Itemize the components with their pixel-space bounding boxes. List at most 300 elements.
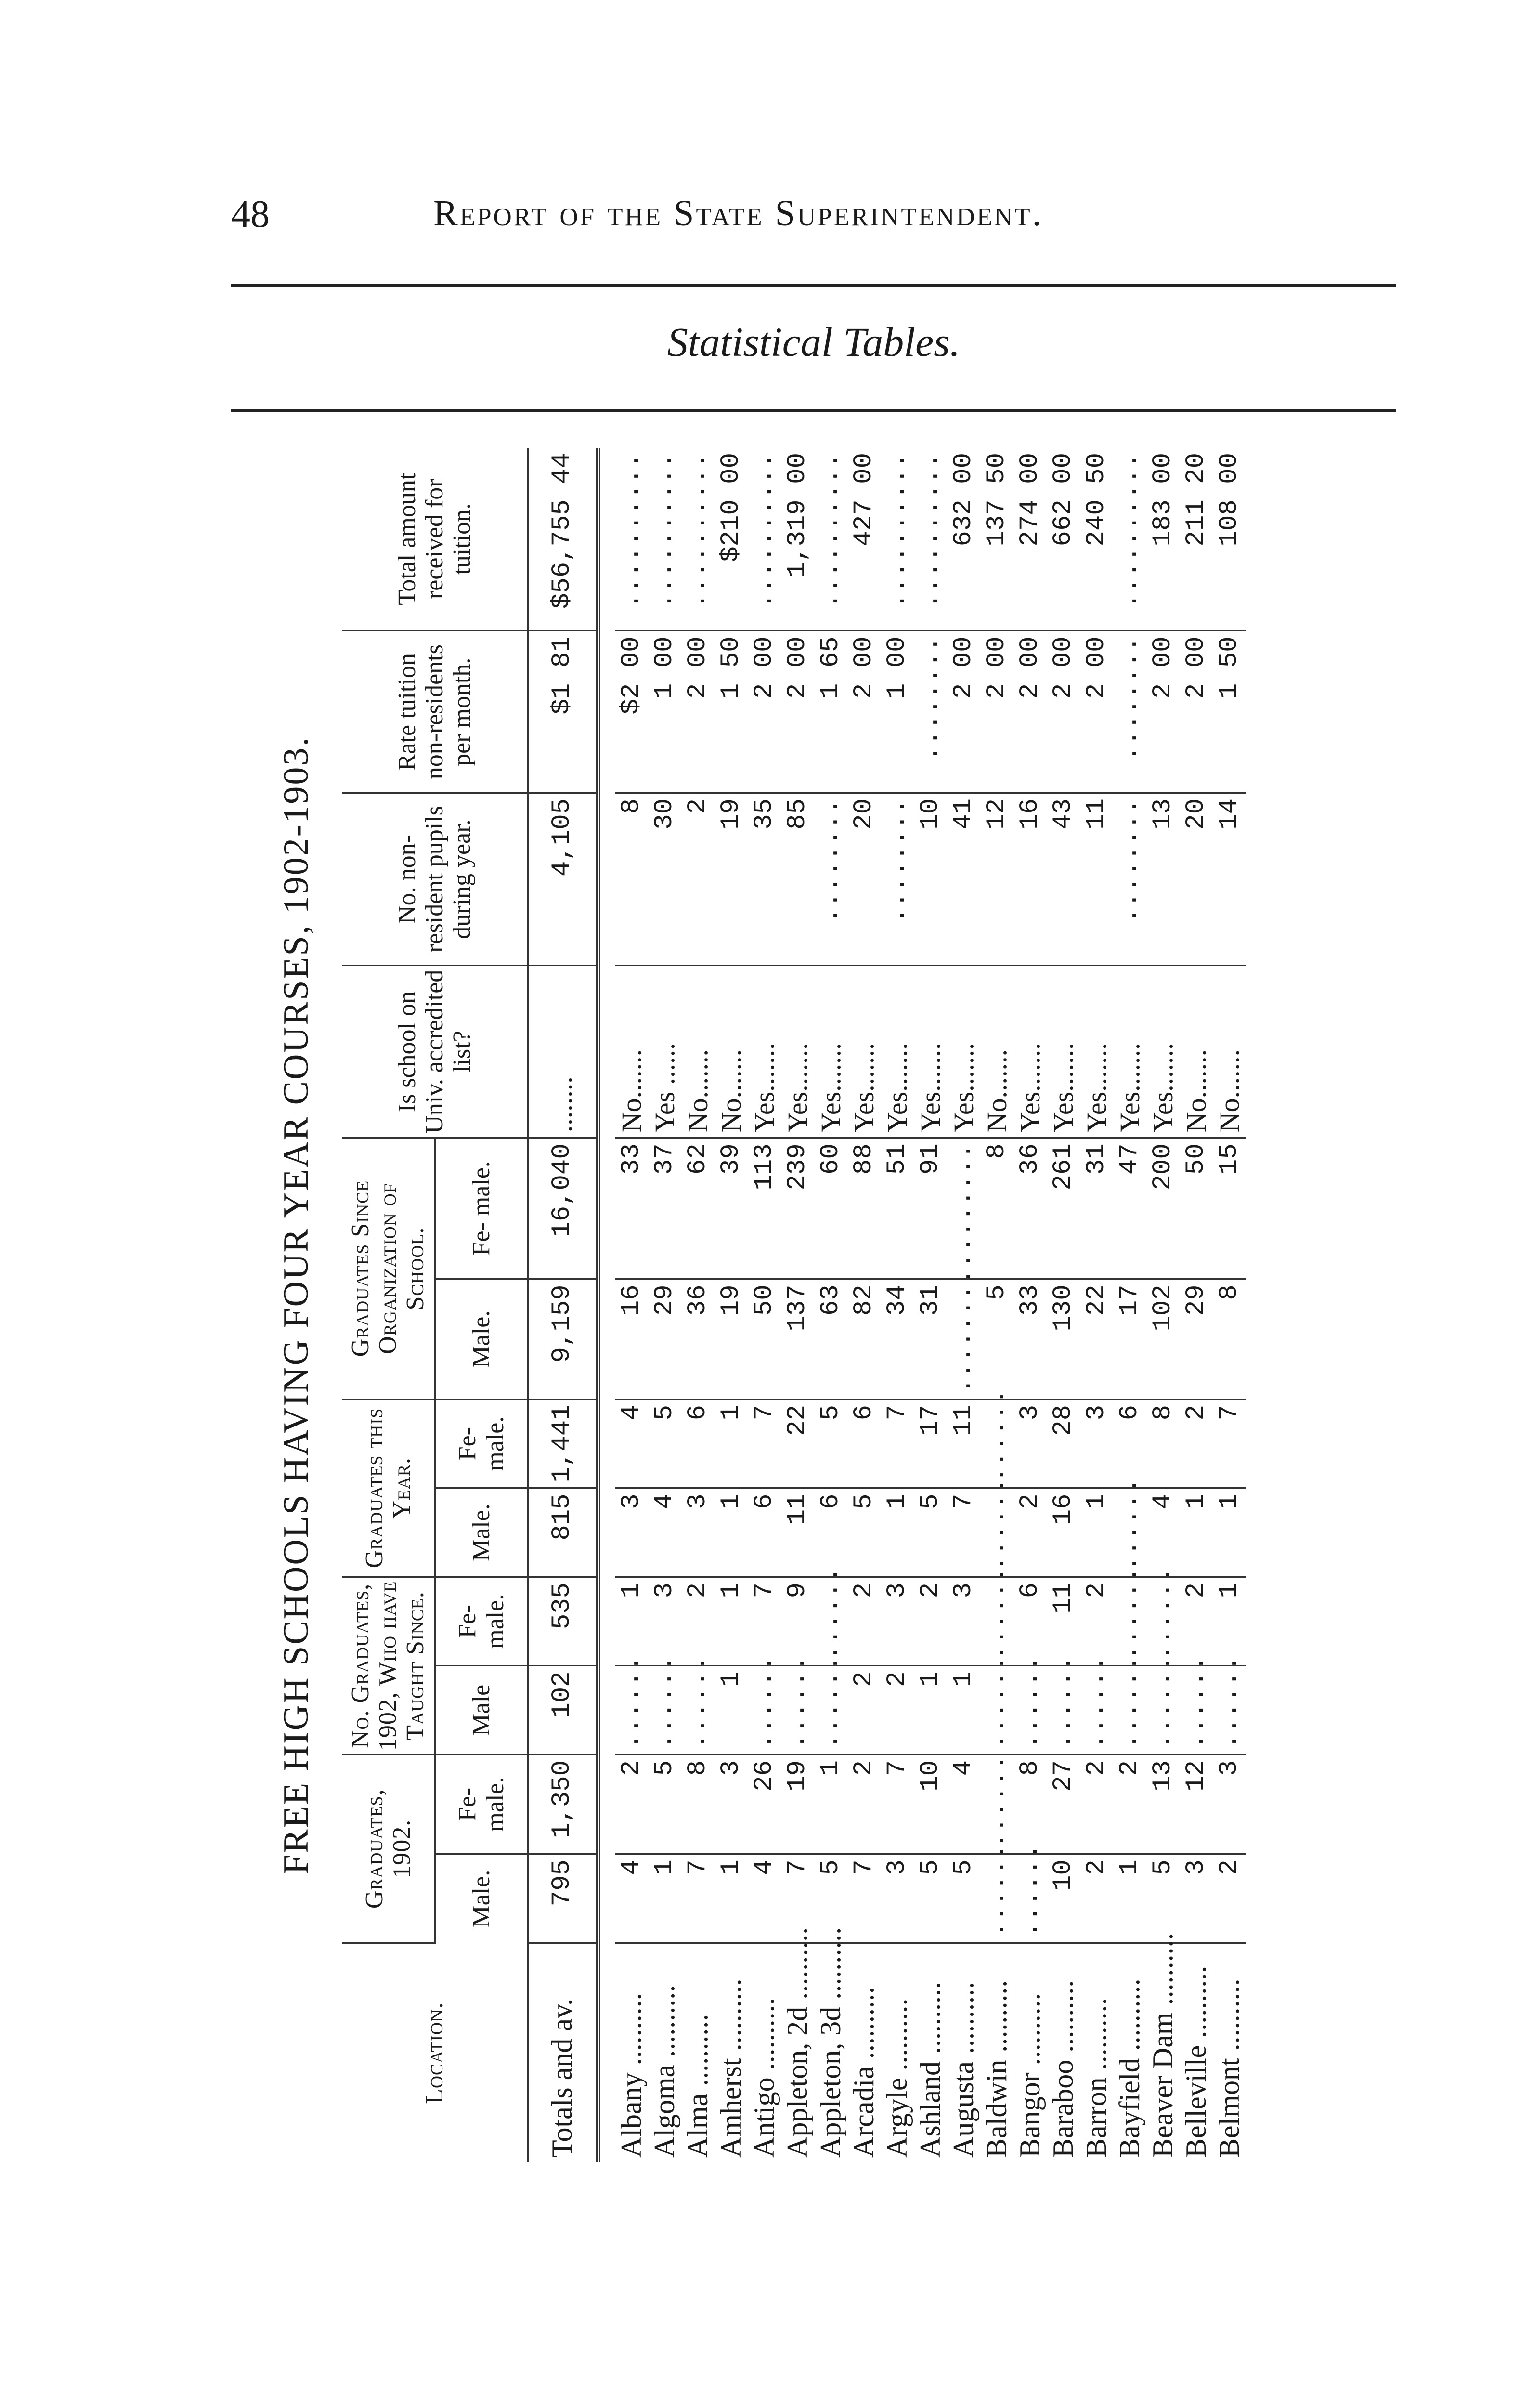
- rate-cell: 2 00: [1047, 631, 1080, 793]
- gty-male-cell: 1: [1080, 1488, 1113, 1577]
- gty-female-cell: 28: [1047, 1399, 1080, 1488]
- location-cell: Amherst ..........: [715, 1978, 747, 2158]
- gty-male-cell: 5: [914, 1488, 947, 1577]
- taught-male-cell: ......: [1113, 1666, 1146, 1755]
- rate-header: Rate tuition non-residents per month.: [342, 631, 528, 793]
- gty-male-cell: 3: [615, 1488, 648, 1577]
- g1902-female-cell: 1: [814, 1754, 847, 1854]
- g1902-male-cell: 2: [1080, 1854, 1113, 1943]
- taught-female-cell: 2: [847, 1577, 881, 1666]
- total-tuition-cell: ..........: [914, 448, 947, 631]
- table-row: [881, 448, 914, 2162]
- table-row: [715, 448, 748, 2162]
- taught-female-cell: 1: [615, 1577, 648, 1666]
- taught-male-cell: ......: [1213, 1666, 1246, 1755]
- gso-male-cell: 22: [1080, 1279, 1113, 1400]
- non-resident-cell: 30: [648, 793, 681, 965]
- gty-female-cell: 7: [1213, 1399, 1246, 1488]
- g1902-female-cell: 2: [615, 1754, 648, 1854]
- totals-label: Totals and av.: [528, 1943, 598, 2162]
- total-tuition-header: Total amount received for tuition.: [342, 448, 528, 631]
- taught-since-header: No. Graduates, 1902, Who have Taught Since.: [342, 1577, 435, 1754]
- gso-male-cell: 50: [748, 1279, 781, 1400]
- graduates-since-organization-header: Graduates Since Organization of School.: [342, 1138, 435, 1400]
- non-resident-cell: 13: [1146, 793, 1180, 965]
- g1902-female-cell: ......: [980, 1754, 1013, 1854]
- rate-cell: 1 50: [1213, 631, 1246, 793]
- taught-male-cell: ......: [681, 1666, 715, 1755]
- non-resident-cell: 20: [1180, 793, 1213, 965]
- running-head: Report of the State Superintendent.: [433, 193, 1043, 234]
- g1902-female-cell: 2: [1113, 1754, 1146, 1854]
- gso-male-cell: 102: [1146, 1279, 1180, 1400]
- gso-male-cell: 31: [914, 1279, 947, 1400]
- gty-female-cell: 3: [1080, 1399, 1113, 1488]
- g1902-female-cell: 5: [648, 1754, 681, 1854]
- gso-male-cell: ........: [947, 1279, 980, 1400]
- non-resident-cell: 41: [947, 793, 980, 965]
- gso-female-cell: 33: [615, 1138, 648, 1279]
- g1902-male-cell: 3: [1180, 1854, 1213, 1943]
- taught-male-header: Male: [435, 1666, 528, 1755]
- taught-female-cell: 2: [1180, 1577, 1213, 1666]
- totals-non-resident: 4,105: [528, 793, 598, 965]
- rate-cell: ........: [1113, 631, 1146, 793]
- accredited-cell: No.......: [615, 966, 648, 1138]
- gso-male-cell: 16: [615, 1279, 648, 1400]
- rate-cell: 2 00: [681, 631, 715, 793]
- totals-rate: $1 81: [528, 631, 598, 793]
- subheading-rule: [231, 409, 1396, 412]
- gty-female-cell: 2: [1180, 1399, 1213, 1488]
- location-cell: Argyle ..........: [881, 1998, 913, 2158]
- taught-male-cell: ......: [1180, 1666, 1213, 1755]
- gty-male-cell: 1: [1180, 1488, 1213, 1577]
- non-resident-cell: 85: [781, 793, 814, 965]
- gso-female-cell: 113: [748, 1138, 781, 1279]
- gso-female-cell: 91: [914, 1138, 947, 1279]
- header-row-groups: [342, 448, 435, 2162]
- location-header: Location.: [342, 1943, 528, 2162]
- taught-male-cell: 2: [847, 1666, 881, 1755]
- graduates-this-year-header: Graduates this Year.: [342, 1399, 435, 1577]
- rate-cell: $2 00: [615, 631, 648, 793]
- non-resident-cell: 2: [681, 793, 715, 965]
- location-cell: Beaver Dam ..........: [1146, 1933, 1179, 2158]
- table-title: FREE HIGH SCHOOLS HAVING FOUR YEAR COURSES, 1902-1903.: [276, 736, 316, 1874]
- gso-female-cell: 31: [1080, 1138, 1113, 1279]
- gso-male-cell: 29: [648, 1279, 681, 1400]
- taught-male-cell: ......: [980, 1666, 1013, 1755]
- g1902-male-cell: 7: [847, 1854, 881, 1943]
- table-row: [781, 448, 814, 2162]
- total-tuition-cell: $210 00: [715, 448, 748, 631]
- non-resident-cell: 10: [914, 793, 947, 965]
- location-cell: Alma ..........: [681, 2014, 714, 2158]
- accredited-header: Is school on Univ. accredited list?: [342, 966, 528, 1138]
- g1902-female-cell: 27: [1047, 1754, 1080, 1854]
- totals-taught-male: 102: [528, 1666, 598, 1755]
- table-row: [615, 448, 648, 2162]
- g1902-male-header: Male.: [435, 1854, 528, 1943]
- totals-gty-female: 1,441: [528, 1399, 598, 1488]
- taught-female-cell: 1: [715, 1577, 748, 1666]
- gty-female-cell: 4: [615, 1399, 648, 1488]
- taught-male-cell: ......: [781, 1666, 814, 1755]
- gso-male-cell: 29: [1180, 1279, 1213, 1400]
- g1902-male-cell: 4: [748, 1854, 781, 1943]
- totals-gty-male: 815: [528, 1488, 598, 1577]
- location-cell: Baldwin ..........: [980, 1980, 1013, 2158]
- rate-cell: 2 00: [1013, 631, 1047, 793]
- gty-male-cell: ......: [980, 1488, 1013, 1577]
- graduates-1902-header: Graduates, 1902.: [342, 1754, 435, 1943]
- gso-female-cell: 47: [1113, 1138, 1146, 1279]
- taught-female-cell: 2: [914, 1577, 947, 1666]
- taught-female-cell: 6: [1013, 1577, 1047, 1666]
- gty-male-cell: 4: [1146, 1488, 1180, 1577]
- location-cell: Augusta ..........: [947, 1982, 979, 2158]
- gty-male-cell: ......: [1113, 1488, 1146, 1577]
- total-tuition-cell: ..........: [814, 448, 847, 631]
- accredited-cell: No.......: [681, 966, 715, 1138]
- gso-male-cell: 8: [1213, 1279, 1246, 1400]
- gty-male-header: Male.: [435, 1488, 528, 1577]
- location-cell: Baraboo ..........: [1047, 1980, 1079, 2158]
- total-tuition-cell: 211 20: [1180, 448, 1213, 631]
- gso-female-cell: 50: [1180, 1138, 1213, 1279]
- location-cell: Bayfield ..........: [1113, 1978, 1145, 2158]
- g1902-female-cell: 26: [748, 1754, 781, 1854]
- table-row: [1080, 448, 1113, 2162]
- rate-cell: 1 50: [715, 631, 748, 793]
- gso-female-cell: 15: [1213, 1138, 1246, 1279]
- gty-female-cell: 7: [881, 1399, 914, 1488]
- accredited-cell: Yes.......: [1013, 966, 1047, 1138]
- spacer-cell: [598, 448, 615, 2162]
- location-cell: Antigo ..........: [748, 1998, 780, 2158]
- totals-gso-female: 16,040: [528, 1138, 598, 1279]
- gso-female-cell: 200: [1146, 1138, 1180, 1279]
- taught-female-cell: ......: [980, 1577, 1013, 1666]
- non-resident-header: No. non-resident pupils during year.: [342, 793, 528, 965]
- accredited-cell: Yes.......: [1080, 966, 1113, 1138]
- gty-male-cell: 1: [1213, 1488, 1246, 1577]
- table-row: [1113, 448, 1146, 2162]
- non-resident-cell: 19: [715, 793, 748, 965]
- gso-male-cell: 17: [1113, 1279, 1146, 1400]
- g1902-male-cell: 4: [615, 1854, 648, 1943]
- header-rule: [231, 284, 1396, 287]
- g1902-male-cell: ......: [1013, 1854, 1047, 1943]
- gso-male-cell: 130: [1047, 1279, 1080, 1400]
- taught-female-cell: 7: [748, 1577, 781, 1666]
- rate-cell: 1 65: [814, 631, 847, 793]
- gty-male-cell: 3: [681, 1488, 715, 1577]
- taught-male-cell: ......: [1146, 1666, 1180, 1755]
- taught-female-cell: 3: [648, 1577, 681, 1666]
- total-tuition-cell: 137 50: [980, 448, 1013, 631]
- taught-female-cell: 9: [781, 1577, 814, 1666]
- gso-male-cell: 36: [681, 1279, 715, 1400]
- gty-female-header: Fe- male.: [435, 1399, 528, 1488]
- table-row: [1180, 448, 1213, 2162]
- g1902-male-cell: 1: [1113, 1854, 1146, 1943]
- gso-female-cell: 261: [1047, 1138, 1080, 1279]
- taught-male-cell: ......: [1013, 1666, 1047, 1755]
- location-cell: Albany ..........: [615, 1993, 647, 2158]
- total-tuition-cell: ..........: [881, 448, 914, 631]
- rotated-table-block: [250, 448, 1396, 2162]
- g1902-male-cell: 5: [947, 1854, 980, 1943]
- taught-female-header: Fe- male.: [435, 1577, 528, 1666]
- table-row: [681, 448, 715, 2162]
- taught-male-cell: ......: [1047, 1666, 1080, 1755]
- table-row: [847, 448, 881, 2162]
- gty-male-cell: 16: [1047, 1488, 1080, 1577]
- taught-male-cell: ......: [648, 1666, 681, 1755]
- location-cell: Belmont ..........: [1213, 1978, 1245, 2158]
- gso-female-cell: 239: [781, 1138, 814, 1279]
- g1902-female-cell: 12: [1180, 1754, 1213, 1854]
- taught-female-cell: 3: [881, 1577, 914, 1666]
- taught-female-cell: ......: [814, 1577, 847, 1666]
- gty-male-cell: 7: [947, 1488, 980, 1577]
- gso-female-cell: 51: [881, 1138, 914, 1279]
- gso-female-cell: 37: [648, 1138, 681, 1279]
- gty-male-cell: 1: [881, 1488, 914, 1577]
- gty-male-cell: 11: [781, 1488, 814, 1577]
- taught-male-cell: ......: [814, 1666, 847, 1755]
- g1902-female-cell: 10: [914, 1754, 947, 1854]
- gty-male-cell: 2: [1013, 1488, 1047, 1577]
- total-tuition-cell: 183 00: [1146, 448, 1180, 631]
- total-tuition-cell: 632 00: [947, 448, 980, 631]
- taught-female-cell: 2: [1080, 1577, 1113, 1666]
- gso-male-cell: 5: [980, 1279, 1013, 1400]
- g1902-female-cell: 8: [681, 1754, 715, 1854]
- g1902-male-cell: 5: [914, 1854, 947, 1943]
- total-tuition-cell: 240 50: [1080, 448, 1113, 631]
- totals-taught-female: 535: [528, 1577, 598, 1666]
- g1902-female-cell: 3: [715, 1754, 748, 1854]
- gso-female-cell: 60: [814, 1138, 847, 1279]
- gso-female-cell: 39: [715, 1138, 748, 1279]
- gty-female-cell: 17: [914, 1399, 947, 1488]
- gty-male-cell: 6: [748, 1488, 781, 1577]
- g1902-male-cell: 5: [1146, 1854, 1180, 1943]
- non-resident-cell: ........: [1113, 793, 1146, 965]
- rate-cell: 1 00: [648, 631, 681, 793]
- location-cell: Ashland ..........: [914, 1982, 946, 2158]
- taught-male-cell: 2: [881, 1666, 914, 1755]
- gty-female-cell: 6: [681, 1399, 715, 1488]
- gty-female-cell: 8: [1146, 1399, 1180, 1488]
- non-resident-cell: 35: [748, 793, 781, 965]
- rate-cell: 2 00: [1080, 631, 1113, 793]
- section-subheading: Statistical Tables.: [667, 319, 961, 365]
- accredited-cell: Yes.......: [1146, 966, 1180, 1138]
- accredited-cell: Yes.......: [914, 966, 947, 1138]
- non-resident-cell: 12: [980, 793, 1013, 965]
- gty-female-cell: 11: [947, 1399, 980, 1488]
- g1902-female-cell: 7: [881, 1754, 914, 1854]
- gso-female-cell: 62: [681, 1138, 715, 1279]
- gty-female-cell: 1: [715, 1399, 748, 1488]
- rate-cell: 2 00: [1146, 631, 1180, 793]
- taught-female-cell: 2: [681, 1577, 715, 1666]
- accredited-cell: No.......: [1213, 966, 1246, 1138]
- accredited-cell: No.......: [715, 966, 748, 1138]
- g1902-female-cell: 2: [1080, 1754, 1113, 1854]
- spacer-row: [598, 448, 615, 2162]
- taught-male-cell: ......: [615, 1666, 648, 1755]
- total-tuition-cell: 108 00: [1213, 448, 1246, 631]
- gso-male-cell: 137: [781, 1279, 814, 1400]
- gso-male-cell: 34: [881, 1279, 914, 1400]
- total-tuition-cell: 427 00: [847, 448, 881, 631]
- non-resident-cell: 14: [1213, 793, 1246, 965]
- g1902-female-cell: 19: [781, 1754, 814, 1854]
- total-tuition-cell: 1,319 00: [781, 448, 814, 631]
- location-cell: Appleton, 3d ..........: [814, 1927, 846, 2158]
- gso-male-cell: 63: [814, 1279, 847, 1400]
- accredited-cell: Yes.......: [947, 966, 980, 1138]
- accredited-cell: No.......: [1180, 966, 1213, 1138]
- table-row: [1047, 448, 1080, 2162]
- location-cell: Arcadia ..........: [847, 1987, 880, 2158]
- accredited-cell: Yes.......: [781, 966, 814, 1138]
- gty-female-cell: 3: [1013, 1399, 1047, 1488]
- gty-female-cell: 6: [847, 1399, 881, 1488]
- g1902-male-cell: 5: [814, 1854, 847, 1943]
- gso-male-cell: 19: [715, 1279, 748, 1400]
- non-resident-cell: 11: [1080, 793, 1113, 965]
- gty-male-cell: 5: [847, 1488, 881, 1577]
- accredited-cell: Yes.......: [748, 966, 781, 1138]
- g1902-male-cell: 10: [1047, 1854, 1080, 1943]
- total-tuition-cell: ..........: [748, 448, 781, 631]
- gso-male-cell: 33: [1013, 1279, 1047, 1400]
- gso-male-cell: 82: [847, 1279, 881, 1400]
- total-tuition-cell: ..........: [1113, 448, 1146, 631]
- gty-female-cell: 5: [648, 1399, 681, 1488]
- rate-cell: 2 00: [748, 631, 781, 793]
- location-cell: Barron ..........: [1080, 1998, 1112, 2158]
- gty-female-cell: 5: [814, 1399, 847, 1488]
- page-header: [231, 183, 1406, 241]
- rate-cell: 2 00: [947, 631, 980, 793]
- accredited-cell: No.......: [980, 966, 1013, 1138]
- statistics-table: [342, 448, 1246, 2162]
- table-row: [980, 448, 1013, 2162]
- rate-cell: 2 00: [1180, 631, 1213, 793]
- gty-male-cell: 4: [648, 1488, 681, 1577]
- total-tuition-cell: ..........: [615, 448, 648, 631]
- taught-male-cell: ......: [1080, 1666, 1113, 1755]
- rate-cell: 2 00: [847, 631, 881, 793]
- accredited-cell: Yes.......: [1047, 966, 1080, 1138]
- taught-female-cell: 1: [1213, 1577, 1246, 1666]
- gty-female-cell: 6: [1113, 1399, 1146, 1488]
- gty-female-cell: 22: [781, 1399, 814, 1488]
- g1902-female-cell: 2: [847, 1754, 881, 1854]
- g1902-female-cell: 8: [1013, 1754, 1047, 1854]
- totals-g1902-male: 795: [528, 1854, 598, 1943]
- table-row: [947, 448, 980, 2162]
- gso-male-header: Male.: [435, 1279, 528, 1400]
- rate-cell: 2 00: [781, 631, 814, 793]
- non-resident-cell: ........: [814, 793, 847, 965]
- table-row: [1213, 448, 1246, 2162]
- accredited-cell: Yes.......: [814, 966, 847, 1138]
- taught-male-cell: ......: [748, 1666, 781, 1755]
- table-row: [648, 448, 681, 2162]
- g1902-female-cell: 13: [1146, 1754, 1180, 1854]
- taught-female-cell: 11: [1047, 1577, 1080, 1666]
- accredited-cell: Yes.......: [1113, 966, 1146, 1138]
- gso-female-header: Fe- male.: [435, 1138, 528, 1279]
- g1902-male-cell: ......: [980, 1854, 1013, 1943]
- table-row: [1146, 448, 1180, 2162]
- totals-gso-male: 9,159: [528, 1279, 598, 1400]
- non-resident-cell: 16: [1013, 793, 1047, 965]
- total-tuition-cell: ..........: [648, 448, 681, 631]
- non-resident-cell: 43: [1047, 793, 1080, 965]
- totals-row: [528, 448, 598, 2162]
- g1902-male-cell: 1: [648, 1854, 681, 1943]
- total-tuition-cell: 662 00: [1047, 448, 1080, 631]
- gty-male-cell: 1: [715, 1488, 748, 1577]
- gty-female-cell: 7: [748, 1399, 781, 1488]
- gso-female-cell: 36: [1013, 1138, 1047, 1279]
- location-cell: Belleville ..........: [1180, 1965, 1212, 2158]
- taught-female-cell: 3: [947, 1577, 980, 1666]
- gso-female-cell: 8: [980, 1138, 1013, 1279]
- location-cell: Algoma ..........: [648, 1985, 680, 2158]
- taught-male-cell: 1: [715, 1666, 748, 1755]
- table-row: [748, 448, 781, 2162]
- accredited-cell: Yes ......: [648, 966, 681, 1138]
- gty-female-cell: ......: [980, 1399, 1013, 1488]
- taught-male-cell: 1: [914, 1666, 947, 1755]
- taught-female-cell: ......: [1113, 1577, 1146, 1666]
- page-number: 48: [231, 193, 270, 236]
- accredited-cell: Yes.......: [847, 966, 881, 1138]
- non-resident-cell: 8: [615, 793, 648, 965]
- rate-cell: 2 00: [980, 631, 1013, 793]
- g1902-female-cell: 4: [947, 1754, 980, 1854]
- non-resident-cell: 20: [847, 793, 881, 965]
- g1902-female-header: Fe- male.: [435, 1754, 528, 1854]
- g1902-male-cell: 7: [781, 1854, 814, 1943]
- table-row: [914, 448, 947, 2162]
- table-row: [814, 448, 847, 2162]
- total-tuition-cell: 274 00: [1013, 448, 1047, 631]
- accredited-cell: Yes.......: [881, 966, 914, 1138]
- gso-female-cell: 88: [847, 1138, 881, 1279]
- location-cell: Bangor ..........: [1013, 1993, 1046, 2158]
- total-tuition-cell: ..........: [681, 448, 715, 631]
- taught-male-cell: 1: [947, 1666, 980, 1755]
- totals-total-tuition: $56,755 44: [528, 448, 598, 631]
- rate-cell: 1 00: [881, 631, 914, 793]
- non-resident-cell: ........: [881, 793, 914, 965]
- taught-female-cell: ......: [1146, 1577, 1180, 1666]
- totals-accredited: ........: [528, 966, 598, 1138]
- g1902-male-cell: 7: [681, 1854, 715, 1943]
- totals-g1902-female: 1,350: [528, 1754, 598, 1854]
